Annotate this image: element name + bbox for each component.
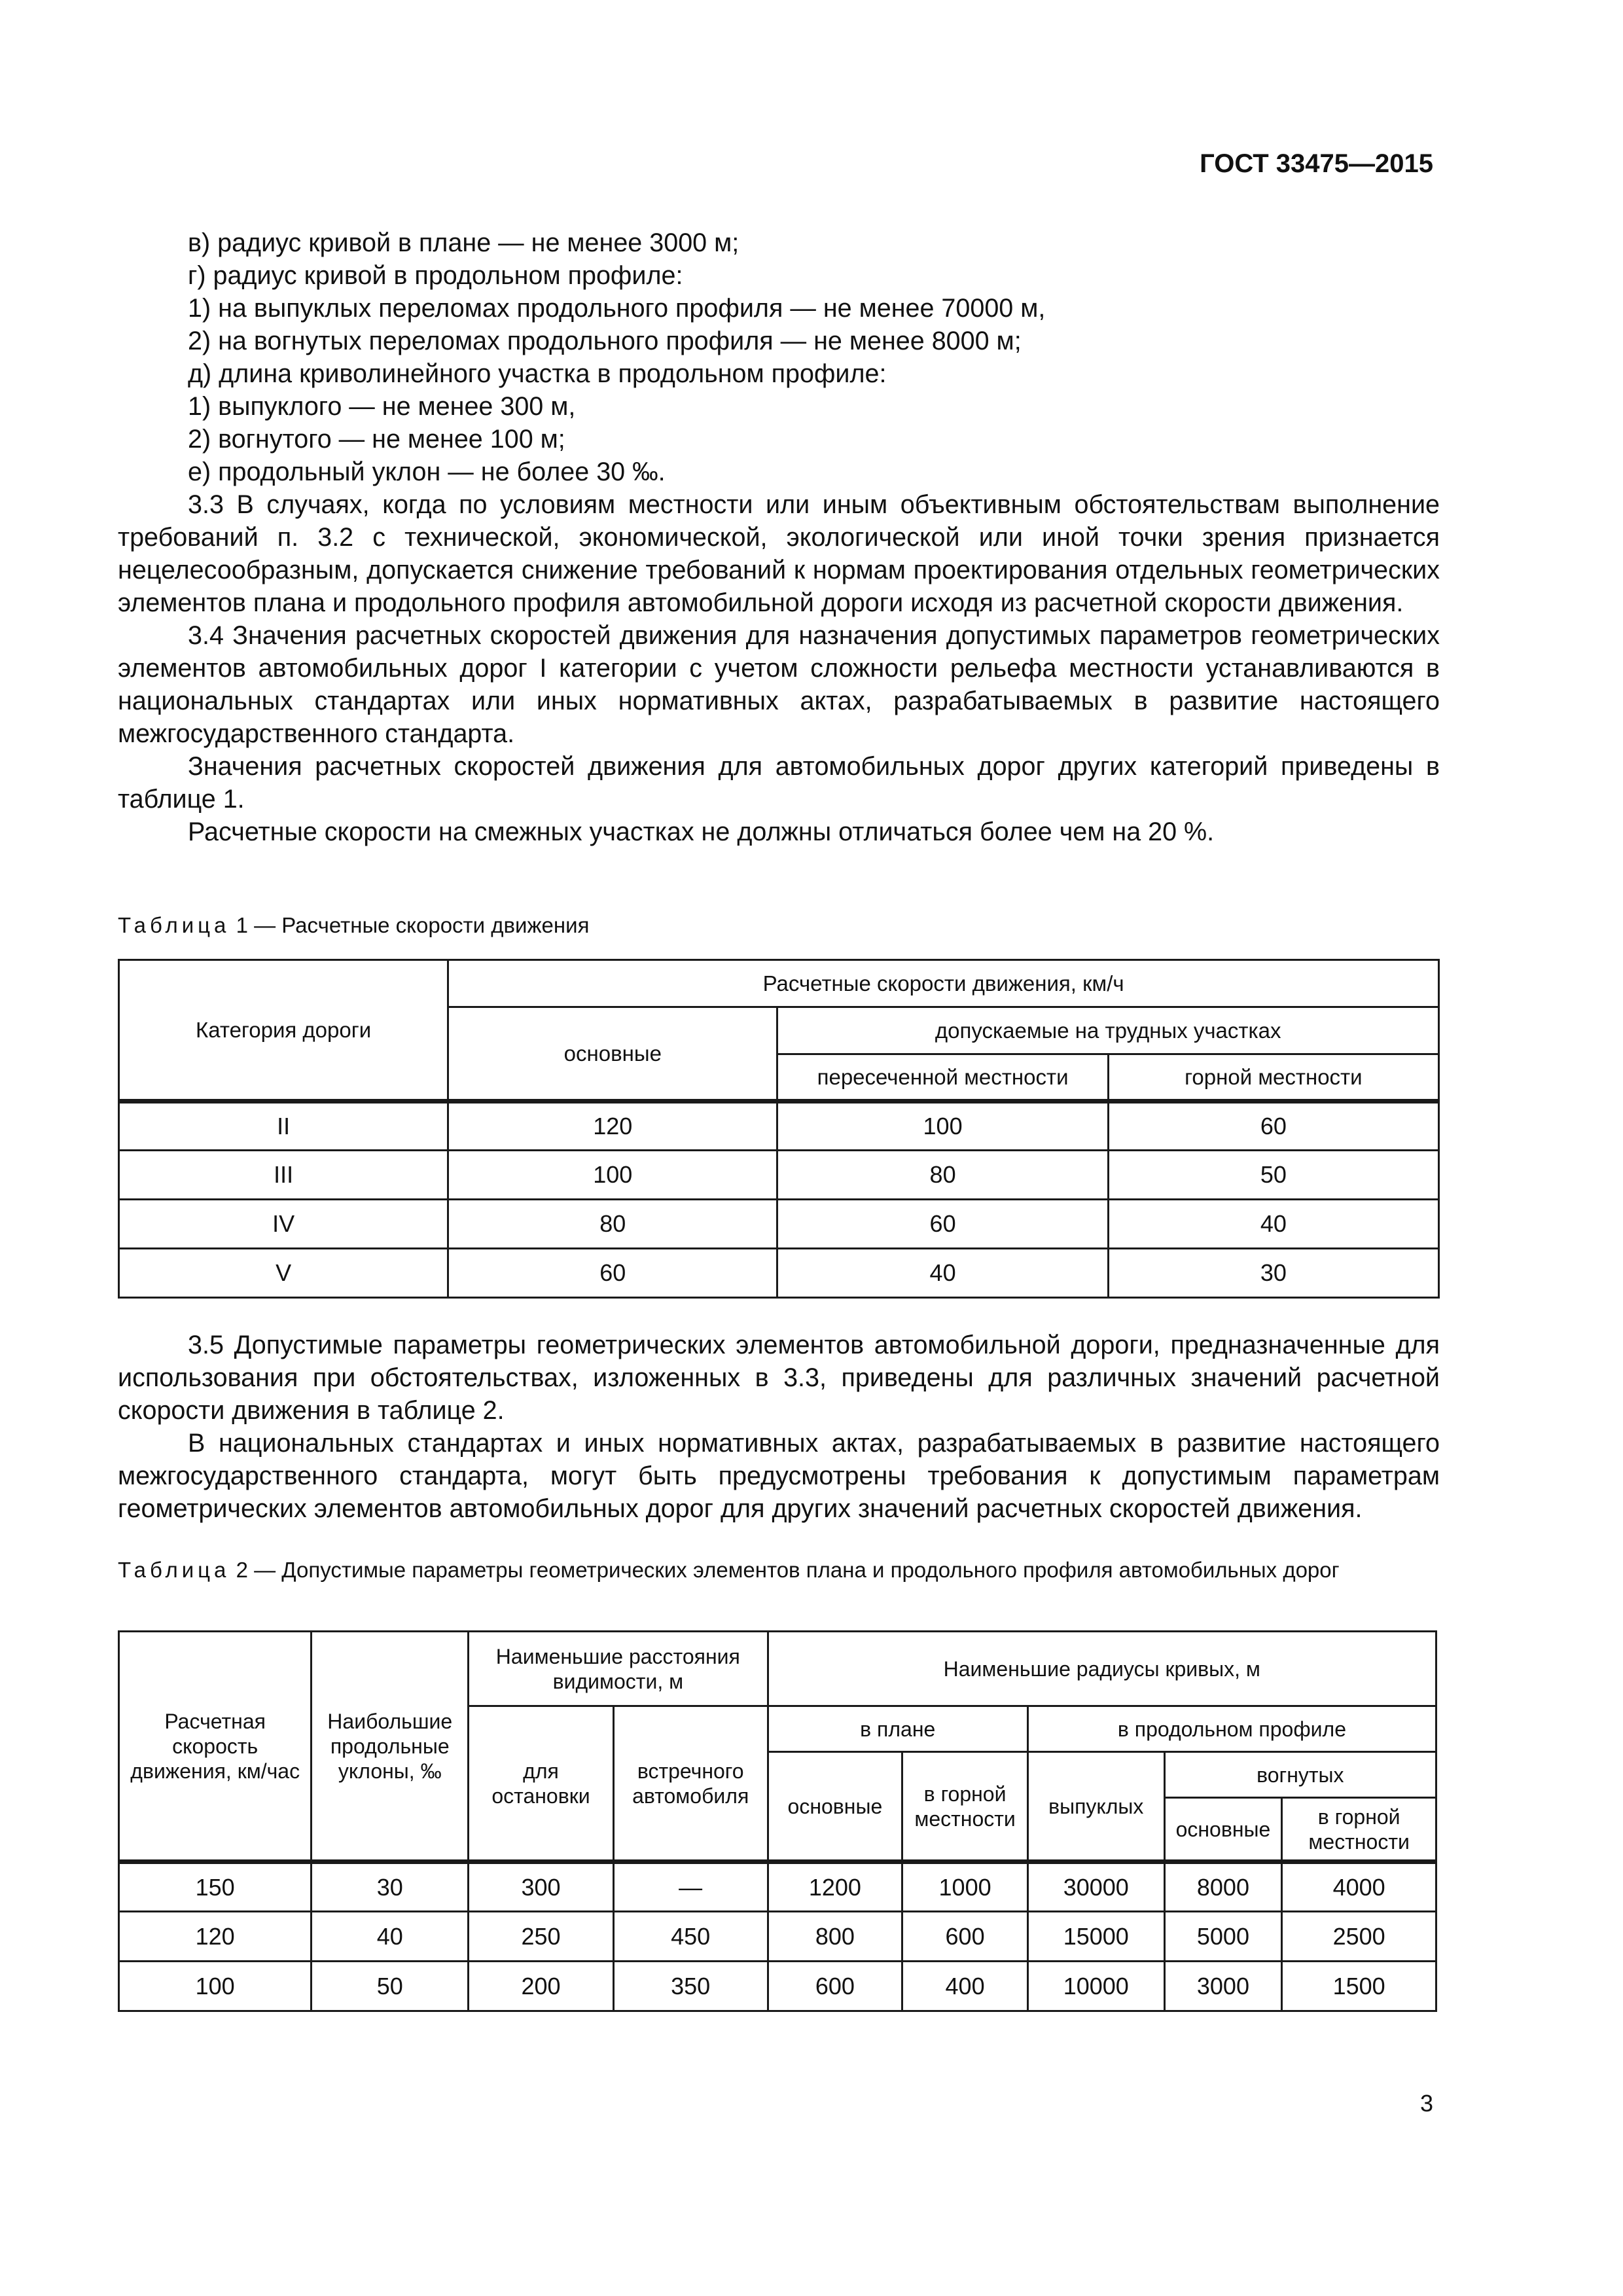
table2-cell: 8000 <box>1164 1862 1282 1912</box>
table2-header-concave-mountain: в горной местности <box>1282 1798 1436 1862</box>
table2-cell: 2500 <box>1282 1912 1436 1962</box>
table2-cell: 800 <box>768 1912 902 1962</box>
table1-caption-word: Таблица <box>118 913 230 937</box>
paragraph-national: В национальных стандартах и иных нормативных актах, разрабатываемых в развитие настоящего межгосударственного стандарта, могут быть предусмотрены требования к допустимым параметрам геометрических элементов автомобильных дорог для других значений расчетных скоростей движения. <box>118 1429 1440 1523</box>
table2-header-concave-main: основные <box>1164 1798 1282 1862</box>
body-text <box>118 226 1440 848</box>
table-row <box>119 1862 1436 1912</box>
table2-caption <box>118 1556 1440 1585</box>
table1-header-speeds: Расчетные скорости движения, км/ч <box>448 960 1439 1007</box>
table2-cell: 10000 <box>1027 1962 1164 2011</box>
table2-header-plan-mountain: в горной местности <box>902 1752 1028 1862</box>
table2-cell: 50 <box>312 1962 469 2011</box>
table1-cell: 100 <box>448 1151 777 1200</box>
table-2 <box>118 1630 1437 2012</box>
table1-cell: 60 <box>1108 1102 1438 1151</box>
document-code: ГОСТ 33475—2015 <box>1200 149 1433 178</box>
table1-caption-text: 1 — Расчетные скорости движения <box>236 913 590 937</box>
table2-cell: 40 <box>312 1912 469 1962</box>
table2-header-speed: Расчетная скорость движения, км/час <box>119 1632 312 1862</box>
table2-cell: 30 <box>312 1862 469 1912</box>
paragraph-item-d2: 2) вогнутого — не менее 100 м; <box>188 425 565 454</box>
table2-cell: — <box>613 1862 768 1912</box>
table2-cell: 600 <box>902 1912 1028 1962</box>
table2-cell: 15000 <box>1027 1912 1164 1962</box>
table-row <box>119 1912 1436 1962</box>
table2-header-plan: в плане <box>768 1706 1027 1752</box>
table1-caption <box>118 911 1440 940</box>
table2-cell: 1000 <box>902 1862 1028 1912</box>
table2-cell: 100 <box>119 1962 312 2011</box>
paragraph-item-v: в) радиус кривой в плане — не менее 3000 м; <box>188 228 740 257</box>
table2-header-oncoming: встречного автомобиля <box>613 1706 768 1862</box>
table-1 <box>118 959 1440 1299</box>
table2-cell: 400 <box>902 1962 1028 2011</box>
table1-cell: 60 <box>448 1249 777 1298</box>
table2-cell: 4000 <box>1282 1862 1436 1912</box>
paragraph-3-5: 3.5 Допустимые параметры геометрических элементов автомобильной дороги, предназначенные для использования при обстоятельствах, изложенных в 3.3, приведены для различных значений расчетной скорости движения в таблице 2. <box>118 1331 1440 1425</box>
table2-cell: 30000 <box>1027 1862 1164 1912</box>
table2-cell: 1500 <box>1282 1962 1436 2011</box>
paragraph-item-e: е) продольный уклон — не более 30 ‰. <box>188 457 666 486</box>
table2-cell: 5000 <box>1164 1912 1282 1962</box>
table-row <box>119 1962 1436 2011</box>
table2-header-stop: для остановки <box>469 1706 614 1862</box>
table2-header-profile: в продольном профиле <box>1027 1706 1436 1752</box>
table1-header-main: основные <box>448 1007 777 1102</box>
table1-cell: IV <box>119 1200 448 1249</box>
table2-header-concave: вогнутых <box>1164 1752 1436 1798</box>
table2-cell: 250 <box>469 1912 614 1962</box>
table1-cell: 80 <box>448 1200 777 1249</box>
table1-header-rough: пересеченной местности <box>777 1054 1108 1102</box>
paragraph-3-4: 3.4 Значения расчетных скоростей движения для назначения допустимых параметров геометрических элементов автомобильных дорог I категории с учетом сложности рельефа местности устанавливаются в национальных стандартах или иных нормативных актах, разрабатываемых в развитие настоящего межгосударственного стандарта. <box>118 621 1440 748</box>
table1-cell: V <box>119 1249 448 1298</box>
table1-cell: 60 <box>777 1200 1108 1249</box>
table2-cell: 120 <box>119 1912 312 1962</box>
paragraph-item-d: д) длина криволинейного участка в продольном профиле: <box>188 359 887 388</box>
table1-header-allowed: допускаемые на трудных участках <box>777 1007 1439 1054</box>
table1-header-mountain: горной местности <box>1108 1054 1438 1102</box>
table2-header-radii: Наименьшие радиусы кривых, м <box>768 1632 1436 1706</box>
table2-cell: 450 <box>613 1912 768 1962</box>
table2-caption-word: Таблица <box>118 1558 230 1582</box>
paragraph-item-g2: 2) на вогнутых переломах продольного профиля — не менее 8000 м; <box>188 327 1022 355</box>
table1-cell: III <box>119 1151 448 1200</box>
paragraph-adjacent: Расчетные скорости на смежных участках не должны отличаться более чем на 20 %. <box>188 817 1215 846</box>
paragraph-3-3: 3.3 В случаях, когда по условиям местности или иным объективным обстоятельствам выполнение требований п. 3.2 с технической, экономической, экологической или иной точки зрения признается нецелесообразным, допускается снижение требований к нормам проектирования отдельных геометрических элементов плана и продольного профиля автомобильной дороги исходя из расчетной скорости движения. <box>118 490 1440 617</box>
page-number: 3 <box>1419 2090 1433 2117</box>
table1-cell: II <box>119 1102 448 1151</box>
table2-cell: 1200 <box>768 1862 902 1912</box>
paragraph-item-d1: 1) выпуклого — не менее 300 м, <box>188 392 576 421</box>
body-text-2 <box>118 1329 1440 1525</box>
table2-cell: 3000 <box>1164 1962 1282 2011</box>
table1-cell: 120 <box>448 1102 777 1151</box>
table1-cell: 80 <box>777 1151 1108 1200</box>
table2-header-plan-main: основные <box>768 1752 902 1862</box>
table2-cell: 350 <box>613 1962 768 2011</box>
table1-cell: 50 <box>1108 1151 1438 1200</box>
table1-header-category: Категория дороги <box>119 960 448 1102</box>
table-row <box>119 1151 1439 1200</box>
table1-cell: 30 <box>1108 1249 1438 1298</box>
table-row <box>119 1200 1439 1249</box>
table1-cell: 40 <box>1108 1200 1438 1249</box>
table-row <box>119 1102 1439 1151</box>
table2-header-convex: выпуклых <box>1027 1752 1164 1862</box>
table2-header-visibility: Наименьшие расстояния видимости, м <box>469 1632 768 1706</box>
paragraph-values: Значения расчетных скоростей движения для автомобильных дорог других категорий приведены в таблице 1. <box>118 752 1440 814</box>
table1-cell: 40 <box>777 1249 1108 1298</box>
table2-cell: 150 <box>119 1862 312 1912</box>
table-row <box>119 1249 1439 1298</box>
table2-cell: 600 <box>768 1962 902 2011</box>
table2-cell: 200 <box>469 1962 614 2011</box>
table2-caption-text: 2 — Допустимые параметры геометрических элементов плана и продольного профиля автомобильных дорог <box>236 1558 1340 1582</box>
paragraph-item-g: г) радиус кривой в продольном профиле: <box>188 261 683 290</box>
table1-cell: 100 <box>777 1102 1108 1151</box>
paragraph-item-g1: 1) на выпуклых переломах продольного профиля — не менее 70000 м, <box>188 294 1046 323</box>
table2-header-grade: Наибольшие продольные уклоны, ‰ <box>312 1632 469 1862</box>
table2-cell: 300 <box>469 1862 614 1912</box>
